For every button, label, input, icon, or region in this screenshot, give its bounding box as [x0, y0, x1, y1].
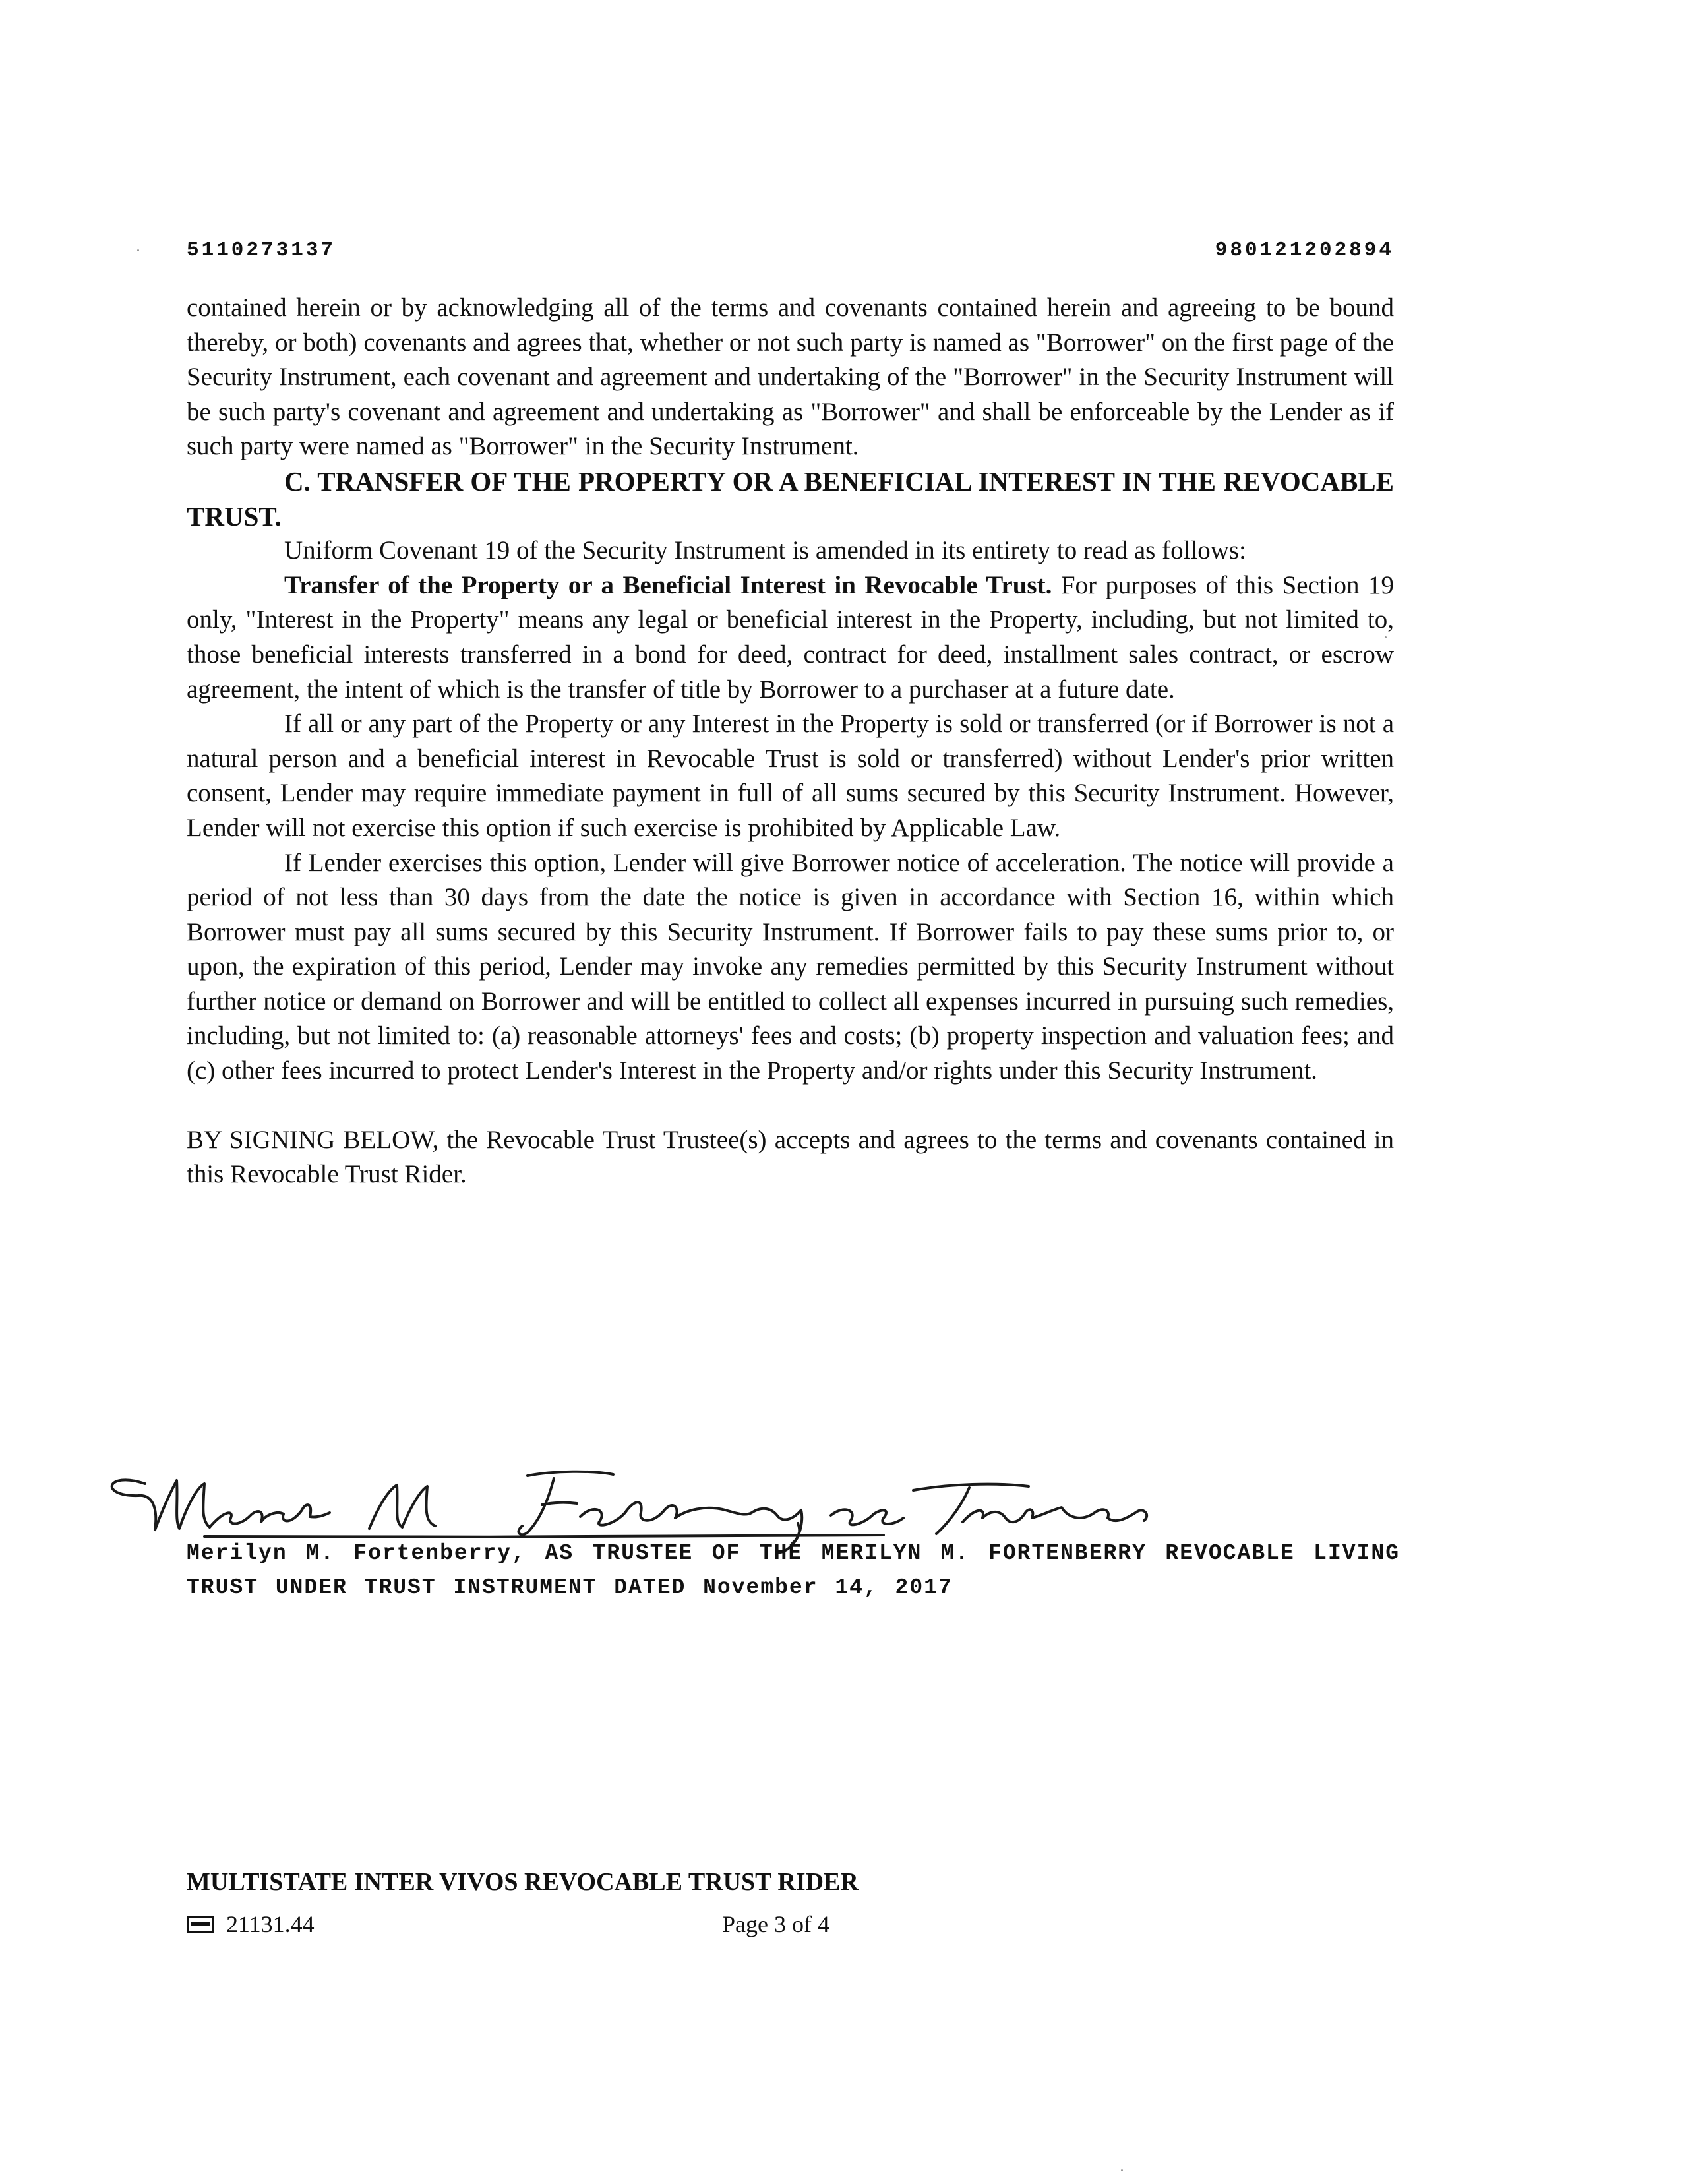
form-id [187, 1910, 315, 1938]
scan-speck [137, 249, 139, 251]
trustee-signature-line [187, 1536, 1400, 1605]
form-number: 21131.44 [226, 1911, 315, 1937]
scan-speck [1385, 636, 1387, 638]
trustee-name-and-trust: Merilyn M. Fortenberry, AS TRUSTEE OF THE MERILYN M. FORTENBERRY REVOCABLE LIVING TRUST UNDER TRUST INSTRUMENT DATED November 14, 2017 [187, 1541, 1400, 1600]
paragraph-signing-acceptance: BY SIGNING BELOW, the Revocable Trust Trustee(s) accepts and agrees to the terms and covenants contained in this Revocable Trust Rider. [187, 1125, 1394, 1189]
paragraph-continuation: contained herein or by acknowledging all of the terms and covenants contained herein and agreeing to be bound thereby, or both) covenants and agrees that, whether or not such party is named as "Borrower" on the first page of the Security Instrument, each covenant and agreement and undertaking of the "Borrower" in the Security Instrument will be such party's covenant and agreement and undertaking as "Borrower" and shall be enforceable by the Lender as if such party were named as "Borrower" in the Security Instrument. [187, 293, 1394, 461]
rider-body [187, 291, 1394, 1192]
ellie-mae-form-icon [187, 1916, 214, 1933]
transfer-definition-text: For purposes of this Section 19 only, "Interest in the Property" means any legal or beneficial interest in the Property, including, but not limited to, those beneficial interests transferred in a bond for deed, contract for deed, installment sales contract, or escrow agreement, the intent of which is the transfer of title by Borrower to a purchaser at a future date. [187, 570, 1394, 704]
paragraph-acceleration: If Lender exercises this option, Lender will give Borrower notice of acceleration. The notice will provide a period of not less than 30 days from the date the notice is given in accordance with Section 16, within which Borrower must pay all sums secured by this Security Instrument. If Borrower fails to pay these sums prior to, or upon, the expiration of this period, Lender may invoke any remedies permitted by this Security Instrument without further notice or demand on Borrower and will be entitled to collect all expenses incurred in pursuing such remedies, including, but not limited to: (a) reasonable attorneys' fees and costs; (b) property inspection and valuation fees; and (c) other fees incurred to protect Lender's Interest in the Property and/or rights under this Security Instrument. [187, 848, 1394, 1085]
document-number: 980121202894 [1215, 239, 1394, 262]
paragraph-uniform-covenant: Uniform Covenant 19 of the Security Instrument is amended in its entirety to read as follows: [284, 536, 1246, 565]
form-title: MULTISTATE INTER VIVOS REVOCABLE TRUST RIDER [187, 1868, 859, 1896]
paragraph-sale-transfer: If all or any part of the Property or any Interest in the Property is sold or transferred (or if Borrower is not a natural person and a beneficial interest in Revocable Trust is sold or transferred) without Lender's prior written consent, Lender may require immediate payment in full of all sums secured by this Security Instrument. However, Lender will not exercise this option if such exercise is prohibited by Applicable Law. [187, 710, 1394, 842]
paragraph-transfer-definition [187, 568, 1394, 707]
scan-speck [1121, 2169, 1123, 2171]
transfer-subheading: Transfer of the Property or a Beneficial Interest in Revocable Trust. [284, 570, 1052, 599]
section-heading: C. TRANSFER OF THE PROPERTY OR A BENEFICIAL INTEREST IN THE REVOCABLE TRUST. [187, 466, 1394, 531]
loan-number: 5110273137 [187, 239, 336, 262]
page-number: Page 3 of 4 [722, 1911, 829, 1937]
